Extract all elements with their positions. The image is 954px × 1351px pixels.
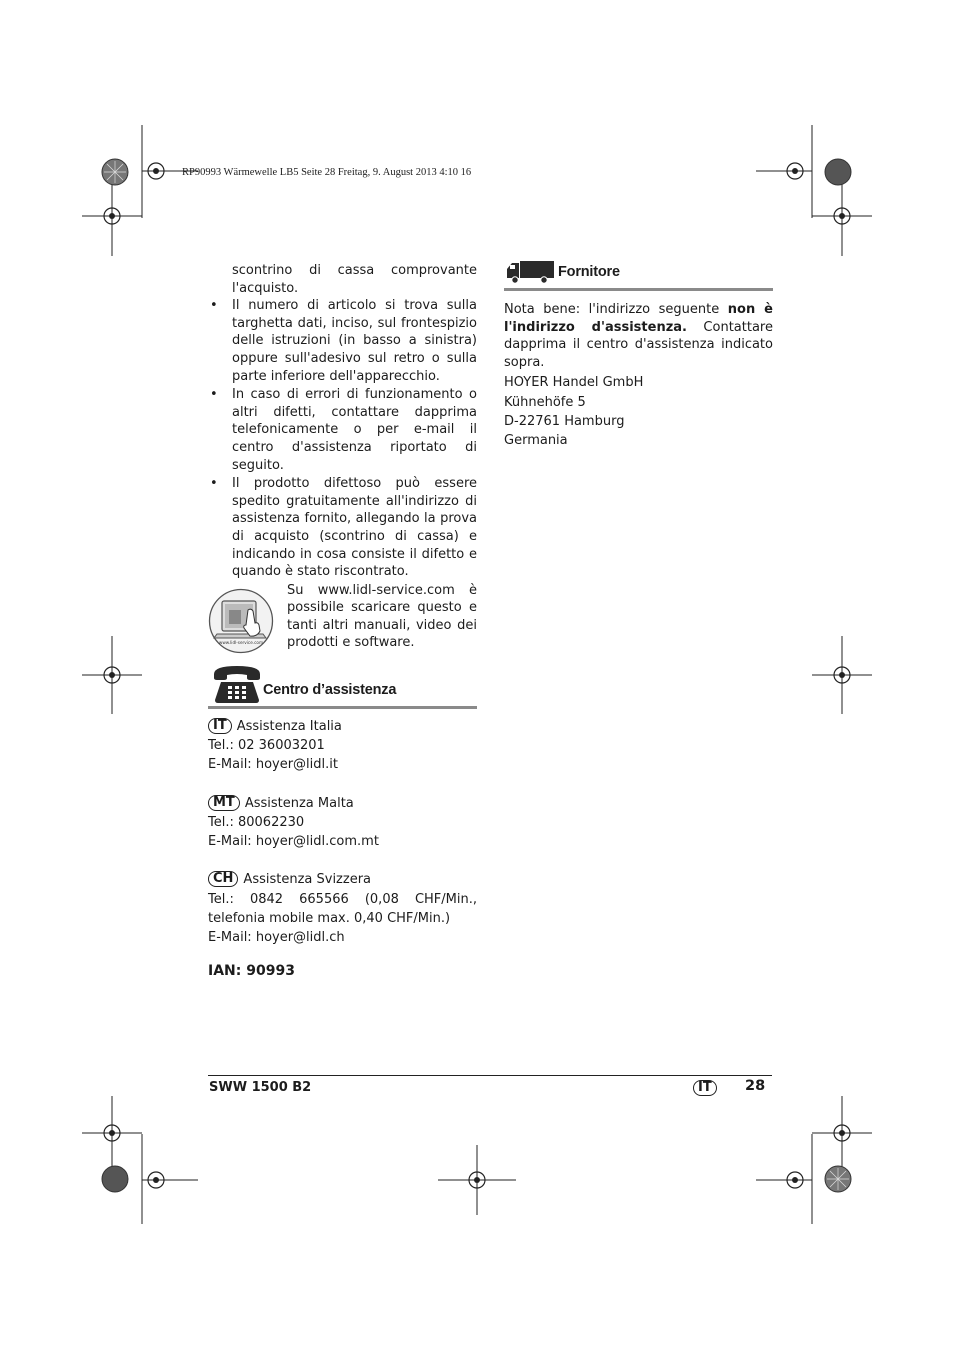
- bullet-icon: •: [210, 387, 218, 403]
- ian-number: IAN: 90993: [208, 962, 295, 979]
- lidl-service-text: Su www.lidl-service.com è possibile scaricare questo e tanti altri manuali, video dei prodotti e software.: [287, 582, 477, 651]
- lidl-service-icon: [208, 588, 274, 654]
- footer-rule: [208, 1075, 772, 1076]
- left-column: [208, 262, 477, 980]
- right-column: [504, 258, 773, 450]
- truck-icon: [506, 260, 556, 284]
- contact-switzerland: CH Assistenza Svizzera Tel.: 0842 665566 (0,08 CHF/Min., telefonia mobile max. 0,40 CHF/Min.) E-Mail: hoyer@lidl.ch: [208, 871, 477, 946]
- svg-text:www.lidl-service.com: www.lidl-service.com: [218, 639, 264, 645]
- country-badge: IT: [208, 718, 232, 734]
- service-section-header: [208, 662, 477, 709]
- footer-model: SWW 1500 B2: [209, 1080, 312, 1095]
- country-badge: CH: [208, 871, 238, 887]
- supplier-note: Nota bene: l'indirizzo seguente non è l'indirizzo d'assistenza. Contattare dapprima il centro d'assistenza indicato sopra.: [504, 302, 773, 370]
- lidl-service-block: [208, 582, 477, 656]
- print-header: RP90993 Wärmewelle LB5 Seite 28 Freitag, 9. August 2013 4:10 16: [182, 167, 472, 178]
- service-title: Centro d’assistenza: [263, 682, 397, 699]
- list-item: • Il numero di articolo si trova sulla targhetta dati, inciso, sul frontespizio delle istruzioni (in basso a sinistra) oppure sull'adesivo sul retro o sulla parte inferiore dell'apparecchio.: [210, 298, 477, 384]
- country-badge: MT: [208, 795, 240, 811]
- contact-italy: IT Assistenza Italia Tel.: 02 36003201 E-Mail: hoyer@lidl.it: [208, 717, 342, 773]
- supplier-address: HOYER Handel GmbH Kühnehöfe 5 D-22761 Hamburg Germania: [504, 375, 644, 448]
- contact-malta: MT Assistenza Malta Tel.: 80062230 E-Mail: hoyer@lidl.com.mt: [208, 794, 379, 850]
- supplier-title: Fornitore: [558, 264, 620, 281]
- bullet-list: [208, 297, 477, 581]
- footer-country-badge: IT: [693, 1080, 717, 1096]
- supplier-section-header: [504, 258, 773, 291]
- page-number: 28: [745, 1078, 766, 1094]
- continuation-text: scontrino di cassa comprovante l'acquisto.: [232, 263, 477, 296]
- bullet-icon: •: [210, 476, 218, 492]
- telephone-icon: [212, 664, 262, 704]
- bullet-icon: •: [210, 298, 218, 314]
- list-item: • Il prodotto difettoso può essere spedito gratuitamente all'indirizzo di assistenza fornito, allegando la prova di acquisto (scontrino di cassa) e indicando in cosa consiste il difetto e quando è stato riscontrato.: [210, 476, 477, 580]
- list-item: • In caso di errori di funzionamento o altri difetti, contattare dapprima telefonicamente o per e-mail il centro d'assistenza riportato di seguito.: [210, 387, 477, 473]
